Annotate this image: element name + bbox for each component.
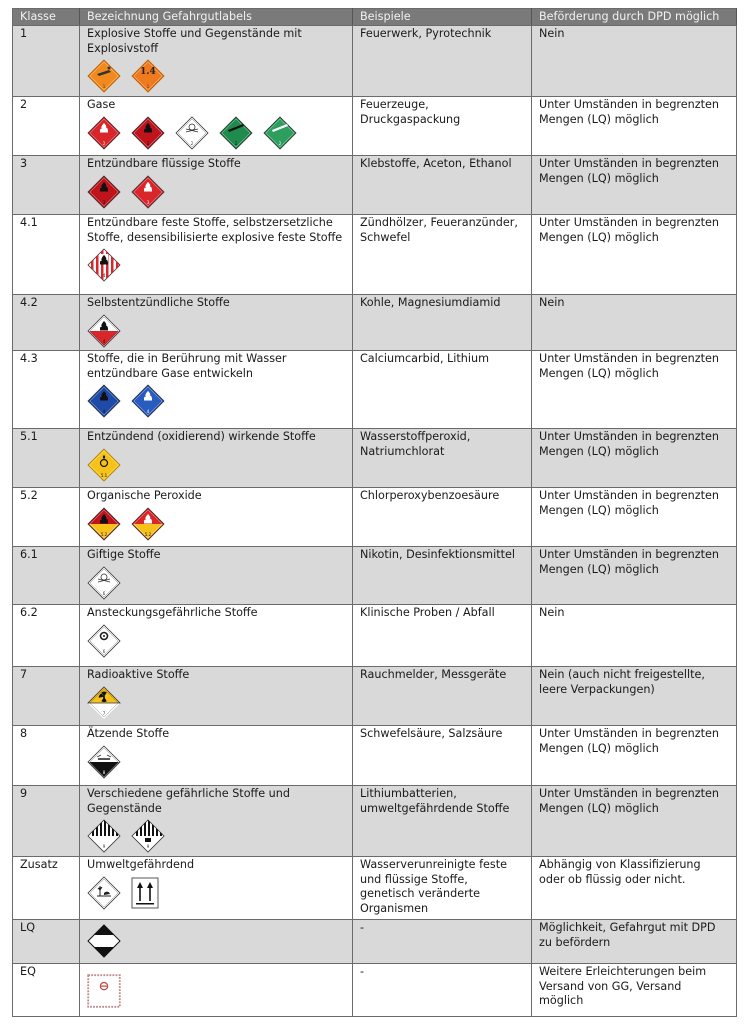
cell-bezeichnung bbox=[80, 857, 353, 920]
klasse-value: 7 bbox=[20, 668, 28, 681]
befoerderung-text: Unter Umständen in begrenzten Mengen (LQ) möglich bbox=[539, 157, 719, 185]
cell-beispiele bbox=[353, 786, 532, 857]
svg-text:4: 4 bbox=[102, 273, 106, 279]
table-row bbox=[13, 295, 737, 351]
cell-befoerderung bbox=[532, 429, 737, 488]
hazard-labels bbox=[87, 507, 345, 541]
cell-klasse bbox=[13, 156, 80, 215]
befoerderung-text: Nein bbox=[539, 296, 565, 309]
cell-beispiele bbox=[353, 97, 532, 156]
beispiele-text: Wasserverunreinigte feste und flüssige Stoffe, genetisch veränderte Organismen bbox=[360, 858, 508, 915]
cell-bezeichnung bbox=[80, 667, 353, 726]
beispiele-text: - bbox=[360, 921, 365, 934]
cell-beispiele bbox=[353, 351, 532, 429]
bezeichnung-text: Entzündbare feste Stoffe, selbstzersetzliche Stoffe, desensibilisierte explosive feste Stoffe bbox=[87, 216, 343, 244]
beispiele-text: Calciumcarbid, Lithium bbox=[360, 352, 489, 365]
befoerderung-text: Unter Umständen in begrenzten Mengen (LQ) möglich bbox=[539, 489, 719, 517]
befoerderung-text: Abhängig von Klassifizierung oder ob flüssig oder nicht. bbox=[539, 858, 701, 886]
cell-befoerderung bbox=[532, 488, 737, 547]
hazard-labels bbox=[87, 745, 345, 779]
svg-text:3: 3 bbox=[146, 199, 150, 205]
beispiele-text: Chlorperoxybenzoesäure bbox=[360, 489, 500, 502]
table-row bbox=[13, 786, 737, 857]
beispiele-text: Feuerwerk, Pyrotechnik bbox=[360, 27, 492, 40]
table-row bbox=[13, 97, 737, 156]
table-row bbox=[13, 26, 737, 97]
table-header-row bbox=[13, 9, 737, 26]
cell-bezeichnung bbox=[80, 295, 353, 351]
biohazard-icon bbox=[87, 624, 121, 658]
svg-text:2: 2 bbox=[102, 140, 106, 146]
cell-bezeichnung bbox=[80, 920, 353, 964]
cell-bezeichnung bbox=[80, 964, 353, 1017]
cell-befoerderung bbox=[532, 97, 737, 156]
befoerderung-text: Nein bbox=[539, 606, 565, 619]
cell-befoerderung bbox=[532, 605, 737, 667]
befoerderung-text: Nein (auch nicht freigestellte, leere Verpackungen) bbox=[539, 668, 705, 696]
klasse-value: 6.2 bbox=[20, 606, 38, 619]
hazard-labels bbox=[87, 624, 345, 658]
environmentally-hazardous-icon bbox=[87, 876, 121, 910]
hazard-labels bbox=[87, 59, 345, 93]
klasse-value: 4.1 bbox=[20, 216, 38, 229]
cell-klasse bbox=[13, 215, 80, 295]
dangerous-when-wet-black-icon bbox=[87, 384, 121, 418]
klasse-value: 5.2 bbox=[20, 489, 38, 502]
cell-beispiele bbox=[353, 605, 532, 667]
hazard-labels bbox=[87, 566, 345, 600]
non-flammable-gas-white-icon bbox=[263, 116, 297, 150]
spontaneously-combustible-icon bbox=[87, 314, 121, 348]
cell-klasse bbox=[13, 351, 80, 429]
explosive-1-label-icon bbox=[87, 59, 121, 93]
cell-beispiele bbox=[353, 964, 532, 1017]
hazard-labels bbox=[87, 924, 345, 958]
cell-klasse bbox=[13, 295, 80, 351]
cell-befoerderung bbox=[532, 26, 737, 97]
header-beispiele: Beispiele bbox=[353, 9, 532, 26]
klasse-value: 8 bbox=[20, 727, 28, 740]
toxic-gas-skull-icon bbox=[175, 116, 209, 150]
beispiele-text: Nikotin, Desinfektionsmittel bbox=[360, 548, 515, 561]
bezeichnung-text: Ätzende Stoffe bbox=[87, 727, 170, 740]
cell-bezeichnung bbox=[80, 429, 353, 488]
svg-text:3: 3 bbox=[102, 199, 106, 205]
lithium-battery-icon bbox=[131, 819, 165, 853]
klasse-value: 3 bbox=[20, 157, 28, 170]
bezeichnung-text: Entzündend (oxidierend) wirkende Stoffe bbox=[87, 430, 316, 443]
table-row bbox=[13, 488, 737, 547]
svg-text:1: 1 bbox=[146, 84, 150, 90]
cell-klasse bbox=[13, 488, 80, 547]
beispiele-text: Schwefelsäure, Salzsäure bbox=[360, 727, 503, 740]
beispiele-text: Zündhölzer, Feueranzünder, Schwefel bbox=[360, 216, 518, 244]
flammable-solid-striped-icon bbox=[87, 248, 121, 282]
cell-beispiele bbox=[353, 156, 532, 215]
cell-befoerderung bbox=[532, 667, 737, 726]
beispiele-text: Wasserstoffperoxid, Natriumchlorat bbox=[360, 430, 471, 458]
svg-text:4: 4 bbox=[102, 338, 106, 344]
befoerderung-text: Nein bbox=[539, 27, 565, 40]
befoerderung-text: Unter Umständen in begrenzten Mengen (LQ) möglich bbox=[539, 352, 719, 380]
cell-klasse bbox=[13, 667, 80, 726]
table-row bbox=[13, 857, 737, 920]
cell-beispiele bbox=[353, 26, 532, 97]
hazard-labels bbox=[87, 819, 345, 853]
svg-text:5.2: 5.2 bbox=[100, 531, 108, 537]
cell-bezeichnung bbox=[80, 215, 353, 295]
cell-befoerderung bbox=[532, 920, 737, 964]
klasse-value: 4.2 bbox=[20, 296, 38, 309]
cell-klasse bbox=[13, 857, 80, 920]
cell-befoerderung bbox=[532, 215, 737, 295]
svg-text:9: 9 bbox=[102, 844, 106, 850]
flammable-gas-white-flame-icon bbox=[87, 116, 121, 150]
cell-klasse bbox=[13, 429, 80, 488]
cell-beispiele bbox=[353, 488, 532, 547]
befoerderung-text: Unter Umständen in begrenzten Mengen (LQ) möglich bbox=[539, 548, 719, 576]
cell-klasse bbox=[13, 97, 80, 156]
explosive-1-4-label-icon bbox=[131, 59, 165, 93]
table-row bbox=[13, 920, 737, 964]
cell-beispiele bbox=[353, 726, 532, 786]
cell-befoerderung bbox=[532, 156, 737, 215]
svg-text:8: 8 bbox=[102, 769, 106, 775]
beispiele-text: Klinische Proben / Abfall bbox=[360, 606, 495, 619]
cell-bezeichnung bbox=[80, 488, 353, 547]
hazard-labels bbox=[87, 448, 345, 482]
orientation-arrows-icon bbox=[131, 877, 159, 909]
table-row bbox=[13, 547, 737, 605]
cell-bezeichnung bbox=[80, 97, 353, 156]
dangerous-when-wet-white-icon bbox=[131, 384, 165, 418]
klasse-value: LQ bbox=[20, 921, 36, 934]
svg-text:4: 4 bbox=[102, 409, 106, 415]
hazard-labels bbox=[87, 384, 345, 418]
oxidizer-icon bbox=[87, 448, 121, 482]
klasse-value: 6.1 bbox=[20, 548, 38, 561]
table-row bbox=[13, 667, 737, 726]
bezeichnung-text: Verschiedene gefährliche Stoffe und Gegenstände bbox=[87, 787, 290, 815]
bezeichnung-text: Gase bbox=[87, 98, 116, 111]
klasse-value: 4.3 bbox=[20, 352, 38, 365]
svg-text:1: 1 bbox=[102, 84, 106, 90]
cell-klasse bbox=[13, 26, 80, 97]
beispiele-text: - bbox=[360, 965, 365, 978]
befoerderung-text: Unter Umständen in begrenzten Mengen (LQ) möglich bbox=[539, 787, 719, 815]
beispiele-text: Feuerzeuge, Druckgaspackung bbox=[360, 98, 461, 126]
cell-klasse bbox=[13, 786, 80, 857]
cell-beispiele bbox=[353, 215, 532, 295]
misc-dangerous-icon bbox=[87, 819, 121, 853]
cell-klasse bbox=[13, 605, 80, 667]
svg-text:6: 6 bbox=[102, 590, 106, 596]
hazard-labels bbox=[87, 248, 345, 282]
befoerderung-text: Unter Umständen in begrenzten Mengen (LQ) möglich bbox=[539, 216, 719, 244]
cell-bezeichnung bbox=[80, 156, 353, 215]
excepted-quantity-icon bbox=[87, 974, 117, 1004]
cell-beispiele bbox=[353, 857, 532, 920]
cell-bezeichnung bbox=[80, 726, 353, 786]
header-bezeichnung: Bezeichnung Gefahrgutlabels bbox=[80, 9, 353, 26]
klasse-value: Zusatz bbox=[20, 858, 58, 871]
table-row bbox=[13, 964, 737, 1017]
cell-bezeichnung bbox=[80, 351, 353, 429]
hazard-labels bbox=[87, 686, 345, 720]
beispiele-text: Lithiumbatterien, umweltgefährdende Stoffe bbox=[360, 787, 510, 815]
bezeichnung-text: Organische Peroxide bbox=[87, 489, 202, 502]
svg-text:7: 7 bbox=[102, 710, 106, 716]
cell-bezeichnung bbox=[80, 786, 353, 857]
cell-beispiele bbox=[353, 667, 532, 726]
svg-text:5.1: 5.1 bbox=[100, 472, 108, 478]
bezeichnung-text: Giftige Stoffe bbox=[87, 548, 161, 561]
flammable-gas-black-flame-icon bbox=[131, 116, 165, 150]
hazard-labels bbox=[87, 175, 345, 209]
flammable-liquid-black-flame-icon bbox=[87, 175, 121, 209]
table-row bbox=[13, 605, 737, 667]
cell-klasse bbox=[13, 964, 80, 1017]
cell-bezeichnung bbox=[80, 605, 353, 667]
cell-befoerderung bbox=[532, 351, 737, 429]
bezeichnung-text: Selbstentzündliche Stoffe bbox=[87, 296, 230, 309]
befoerderung-text: Unter Umständen in begrenzten Mengen (LQ) möglich bbox=[539, 98, 719, 126]
beispiele-text: Rauchmelder, Messgeräte bbox=[360, 668, 507, 681]
cell-beispiele bbox=[353, 429, 532, 488]
cell-bezeichnung bbox=[80, 26, 353, 97]
cell-klasse bbox=[13, 726, 80, 786]
organic-peroxide-black-icon bbox=[87, 507, 121, 541]
svg-text:4: 4 bbox=[146, 409, 150, 415]
bezeichnung-text: Entzündbare flüssige Stoffe bbox=[87, 157, 241, 170]
table-row bbox=[13, 156, 737, 215]
dangerous-goods-table bbox=[12, 8, 737, 1017]
cell-befoerderung bbox=[532, 547, 737, 605]
bezeichnung-text: Radioaktive Stoffe bbox=[87, 668, 190, 681]
cell-klasse bbox=[13, 920, 80, 964]
svg-text:2: 2 bbox=[190, 140, 194, 146]
klasse-value: 1 bbox=[20, 27, 28, 40]
svg-text:9: 9 bbox=[146, 844, 150, 850]
cell-bezeichnung bbox=[80, 547, 353, 605]
befoerderung-text: Möglichkeit, Gefahrgut mit DPD zu befördern bbox=[539, 921, 716, 949]
flammable-liquid-white-flame-icon bbox=[131, 175, 165, 209]
radioactive-icon bbox=[87, 686, 121, 720]
cell-befoerderung bbox=[532, 295, 737, 351]
klasse-value: 5.1 bbox=[20, 430, 38, 443]
svg-text:6: 6 bbox=[102, 648, 106, 654]
table-row bbox=[13, 429, 737, 488]
table-row bbox=[13, 726, 737, 786]
svg-text:1.4: 1.4 bbox=[140, 67, 156, 78]
svg-text:2: 2 bbox=[234, 140, 238, 146]
cell-befoerderung bbox=[532, 726, 737, 786]
table-row bbox=[13, 351, 737, 429]
cell-beispiele bbox=[353, 920, 532, 964]
corrosive-icon bbox=[87, 745, 121, 779]
cell-befoerderung bbox=[532, 857, 737, 920]
hazard-labels bbox=[87, 116, 345, 150]
organic-peroxide-white-icon bbox=[131, 507, 165, 541]
cell-klasse bbox=[13, 547, 80, 605]
cell-befoerderung bbox=[532, 786, 737, 857]
header-befoerderung: Beförderung durch DPD möglich bbox=[532, 9, 737, 26]
svg-text:2: 2 bbox=[146, 140, 150, 146]
table-row bbox=[13, 215, 737, 295]
non-flammable-gas-black-icon bbox=[219, 116, 253, 150]
toxic-skull-icon bbox=[87, 566, 121, 600]
cell-befoerderung bbox=[532, 964, 737, 1017]
limited-quantity-icon bbox=[87, 924, 121, 958]
befoerderung-text: Weitere Erleichterungen beim Versand von GG, Versand möglich bbox=[539, 965, 707, 1008]
bezeichnung-text: Explosive Stoffe und Gegenstände mit Explosivstoff bbox=[87, 27, 302, 55]
befoerderung-text: Unter Umständen in begrenzten Mengen (LQ) möglich bbox=[539, 430, 719, 458]
cell-beispiele bbox=[353, 295, 532, 351]
hazard-labels bbox=[87, 314, 345, 348]
header-klasse: Klasse bbox=[13, 9, 80, 26]
beispiele-text: Klebstoffe, Aceton, Ethanol bbox=[360, 157, 512, 170]
klasse-value: 2 bbox=[20, 98, 28, 111]
svg-text:5.2: 5.2 bbox=[144, 531, 152, 537]
befoerderung-text: Unter Umständen in begrenzten Mengen (LQ) möglich bbox=[539, 727, 719, 755]
klasse-value: EQ bbox=[20, 965, 36, 978]
hazard-labels bbox=[87, 876, 345, 910]
cell-beispiele bbox=[353, 547, 532, 605]
beispiele-text: Kohle, Magnesiumdiamid bbox=[360, 296, 501, 309]
klasse-value: 9 bbox=[20, 787, 28, 800]
bezeichnung-text: Umweltgefährdend bbox=[87, 858, 195, 871]
bezeichnung-text: Ansteckungsgefährliche Stoffe bbox=[87, 606, 258, 619]
hazard-labels bbox=[87, 968, 345, 1004]
svg-text:2: 2 bbox=[278, 140, 282, 146]
bezeichnung-text: Stoffe, die in Berührung mit Wasser entzündbare Gase entwickeln bbox=[87, 352, 287, 380]
